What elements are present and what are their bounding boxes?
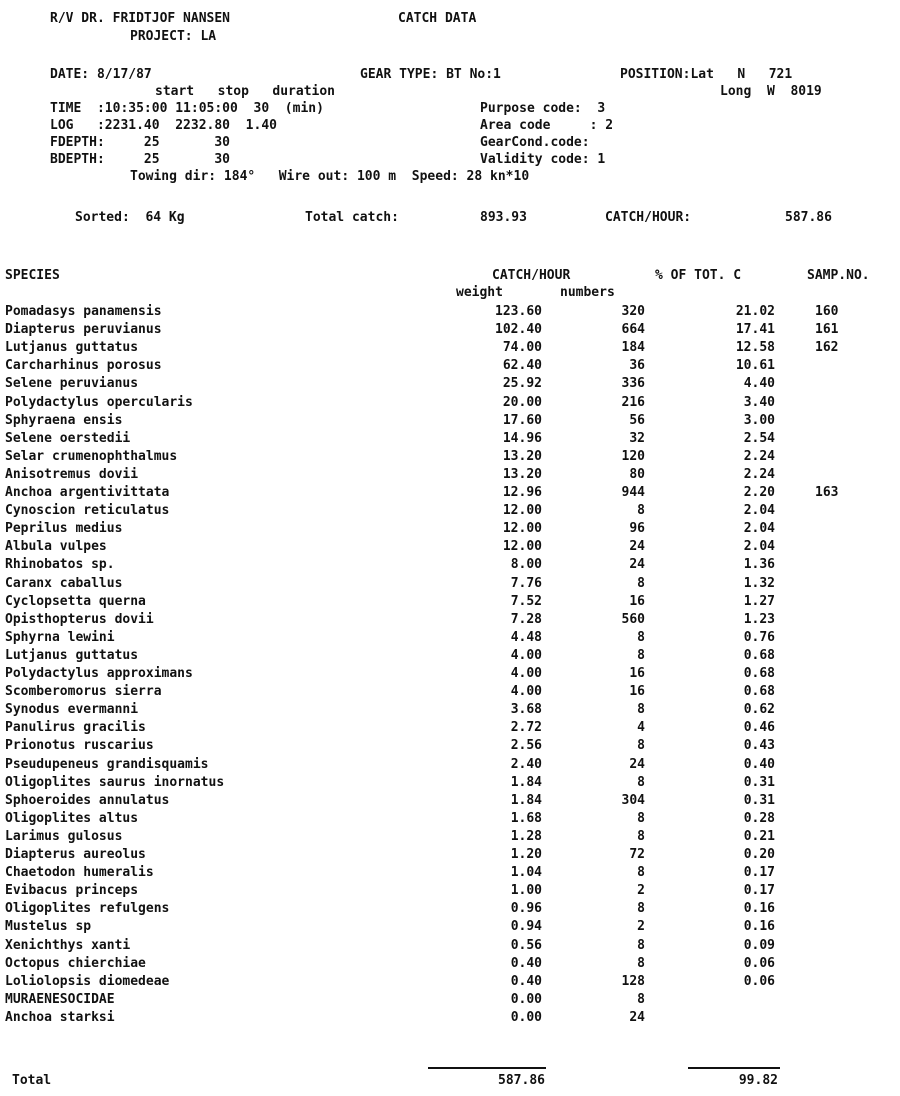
species-name-cell: Sphoeroides annulatus: [5, 792, 170, 808]
weight-subheader: weight: [456, 285, 503, 300]
numbers-cell: 8: [637, 629, 645, 645]
percent-cell: 0.31: [743, 774, 775, 790]
percent-cell: 0.68: [743, 666, 775, 681]
table-row: [0, 557, 900, 572]
weight-cell: 1.84: [510, 774, 542, 790]
table-row: [0, 413, 900, 428]
numbers-cell: 24: [629, 1009, 645, 1025]
table-row: [0, 648, 900, 663]
vessel-name: R/V DR. FRIDTJOF NANSEN: [50, 11, 231, 26]
table-row: [0, 395, 900, 410]
percent-cell: 1.32: [743, 575, 775, 591]
species-name-cell: Pseudupeneus grandisquamis: [5, 756, 209, 772]
percent-cell: 0.31: [743, 792, 775, 808]
percent-cell: 2.54: [743, 430, 775, 446]
weight-cell: 13.20: [502, 448, 542, 464]
table-row: [0, 956, 900, 971]
table-row: [0, 919, 900, 934]
species-name-cell: Diapterus aureolus: [5, 847, 146, 862]
weight-cell: 17.60: [502, 412, 542, 428]
catch-hour-column-header: CATCH/HOUR: [492, 268, 571, 283]
weight-cell: 7.52: [510, 593, 542, 609]
numbers-subheader: numbers: [560, 285, 615, 300]
numbers-cell: 36: [629, 358, 645, 374]
weight-cell: 1.28: [510, 828, 542, 844]
time-column-labels: start stop duration: [155, 84, 336, 99]
species-name-cell: Oligoplites saurus inornatus: [5, 774, 225, 790]
log-row: LOG :2231.40 2232.80 1.40: [50, 118, 277, 133]
weight-cell: 2.72: [510, 720, 542, 736]
table-row: [0, 811, 900, 826]
gear-type-field: GEAR TYPE: BT No:1: [360, 67, 501, 82]
percent-cell: 4.40: [743, 376, 775, 392]
percent-cell: 0.09: [743, 937, 775, 953]
weight-cell: 12.96: [502, 485, 542, 500]
numbers-cell: 944: [621, 485, 645, 500]
numbers-cell: 16: [629, 666, 645, 681]
weight-cell: 4.00: [510, 647, 542, 663]
table-row: [0, 630, 900, 645]
weight-cell: 74.00: [502, 340, 542, 356]
species-name-cell: Lutjanus guttatus: [5, 647, 139, 663]
table-row: [0, 684, 900, 699]
table-row: [0, 666, 900, 681]
project-label: PROJECT: LA: [130, 29, 217, 44]
catch-hour-label: CATCH/HOUR:: [605, 210, 692, 225]
table-row: [0, 847, 900, 862]
table-row: [0, 992, 900, 1007]
table-row: [0, 938, 900, 953]
species-name-cell: Polydactylus approximans: [5, 666, 193, 681]
document-title: CATCH DATA: [398, 11, 477, 26]
species-name-cell: Caranx caballus: [5, 575, 123, 591]
species-name-cell: Larimus gulosus: [5, 828, 123, 844]
numbers-cell: 16: [629, 593, 645, 609]
percent-cell: 2.04: [743, 539, 775, 555]
weight-cell: 2.56: [510, 738, 542, 754]
numbers-cell: 8: [637, 828, 645, 844]
weight-cell: 1.00: [510, 883, 542, 899]
percent-cell: 2.24: [743, 448, 775, 464]
date-field: DATE: 8/17/87: [50, 67, 152, 82]
sample-number-cell: 162: [815, 340, 839, 356]
percent-total-rule: [688, 1067, 780, 1069]
species-name-cell: Scomberomorus sierra: [5, 684, 162, 700]
purpose-code-field: Purpose code: 3: [480, 101, 606, 116]
weight-cell: 1.04: [510, 865, 542, 881]
weight-cell: 8.00: [510, 557, 542, 573]
percent-cell: 0.06: [743, 955, 775, 971]
weight-cell: 12.00: [502, 539, 542, 555]
catch-hour-value: 587.86: [785, 210, 832, 225]
table-row: [0, 702, 900, 717]
percent-cell: 0.62: [743, 702, 775, 718]
weight-cell: 4.00: [510, 684, 542, 700]
species-name-cell: Sphyraena ensis: [5, 412, 123, 428]
table-row: [0, 1010, 900, 1025]
table-row: [0, 738, 900, 753]
numbers-cell: 8: [637, 503, 645, 519]
table-row: [0, 503, 900, 518]
numbers-cell: 128: [621, 973, 645, 989]
weight-cell: 0.94: [510, 919, 542, 935]
total-catch-label: Total catch:: [305, 210, 399, 225]
validity-code-field: Validity code: 1: [480, 152, 606, 167]
weight-cell: 1.68: [510, 810, 542, 826]
weight-cell: 62.40: [502, 358, 542, 374]
table-row: [0, 340, 900, 355]
weight-cell: 123.60: [495, 304, 542, 319]
percent-cell: 0.68: [743, 647, 775, 663]
percent-cell: 2.24: [743, 466, 775, 482]
species-name-cell: Carcharhinus porosus: [5, 358, 162, 374]
percent-cell: 0.40: [743, 756, 775, 772]
numbers-cell: 96: [629, 521, 645, 537]
percent-cell: 2.04: [743, 503, 775, 519]
species-name-cell: Cynoscion reticulatus: [5, 503, 170, 519]
table-row: [0, 467, 900, 482]
numbers-cell: 2: [637, 919, 645, 935]
weight-cell: 1.84: [510, 792, 542, 808]
position-lat-field: POSITION:Lat N 721: [620, 67, 793, 82]
table-row: [0, 539, 900, 554]
species-name-cell: Prionotus ruscarius: [5, 738, 154, 754]
numbers-cell: 8: [637, 738, 645, 754]
species-name-cell: Pomadasys panamensis: [5, 304, 162, 319]
table-row: [0, 449, 900, 464]
species-name-cell: Polydactylus opercularis: [5, 394, 193, 410]
total-label: Total: [12, 1073, 52, 1088]
species-name-cell: MURAENESOCIDAE: [5, 991, 115, 1007]
time-row: TIME :10:35:00 11:05:00 30 (min): [50, 101, 324, 116]
weight-cell: 1.20: [510, 847, 542, 862]
species-name-cell: Anisotremus dovii: [5, 466, 139, 482]
percent-cell: 17.41: [735, 322, 775, 338]
table-row: [0, 775, 900, 790]
percent-cell: 1.36: [743, 557, 775, 573]
weight-cell: 0.40: [510, 973, 542, 989]
table-row: [0, 901, 900, 916]
weight-cell: 2.40: [510, 756, 542, 772]
percent-cell: 0.16: [743, 919, 775, 935]
numbers-cell: 8: [637, 647, 645, 663]
numbers-cell: 304: [621, 792, 645, 808]
table-row: [0, 576, 900, 591]
numbers-cell: 8: [637, 810, 645, 826]
table-row: [0, 720, 900, 735]
table-row: [0, 358, 900, 373]
species-name-cell: Albula vulpes: [5, 539, 107, 555]
sorted-weight: Sorted: 64 Kg: [75, 210, 185, 225]
numbers-cell: 56: [629, 412, 645, 428]
numbers-cell: 8: [637, 575, 645, 591]
weight-cell: 0.56: [510, 937, 542, 953]
towing-info: Towing dir: 184° Wire out: 100 m Speed: 28 kn*10: [130, 169, 530, 184]
numbers-cell: 8: [637, 865, 645, 881]
percent-cell: 0.46: [743, 720, 775, 736]
species-column-header: SPECIES: [5, 268, 60, 283]
species-name-cell: Oligoplites refulgens: [5, 901, 170, 917]
species-name-cell: Panulirus gracilis: [5, 720, 146, 736]
position-long-field: Long W 8019: [720, 84, 822, 99]
weight-cell: 12.00: [502, 503, 542, 519]
species-name-cell: Synodus evermanni: [5, 702, 139, 718]
weight-cell: 14.96: [502, 430, 542, 446]
weight-cell: 0.00: [510, 1009, 542, 1025]
numbers-cell: 32: [629, 430, 645, 446]
total-weight-value: 587.86: [498, 1073, 545, 1088]
percent-cell: 0.17: [743, 865, 775, 881]
gear-condition-field: GearCond.code:: [480, 135, 590, 150]
table-row: [0, 883, 900, 898]
numbers-cell: 8: [637, 702, 645, 718]
numbers-cell: 120: [621, 448, 645, 464]
percent-cell: 0.76: [743, 629, 775, 645]
species-name-cell: Chaetodon humeralis: [5, 865, 154, 881]
sample-number-cell: 161: [815, 322, 839, 338]
species-name-cell: Oligoplites altus: [5, 810, 139, 826]
table-row: [0, 322, 900, 337]
numbers-cell: 80: [629, 466, 645, 482]
percent-cell: 10.61: [735, 358, 775, 374]
table-row: [0, 793, 900, 808]
weight-cell: 25.92: [502, 376, 542, 392]
numbers-cell: 216: [621, 394, 645, 410]
numbers-cell: 336: [621, 376, 645, 392]
fdepth-row: FDEPTH: 25 30: [50, 135, 231, 150]
table-row: [0, 829, 900, 844]
numbers-cell: 8: [637, 774, 645, 790]
species-name-cell: Octopus chierchiae: [5, 955, 146, 971]
percent-cell: 0.28: [743, 810, 775, 826]
species-name-cell: Lutjanus guttatus: [5, 340, 139, 356]
sample-number-cell: 163: [815, 485, 839, 500]
percent-cell: 21.02: [735, 304, 775, 319]
weight-cell: 0.96: [510, 901, 542, 917]
percent-cell: 12.58: [735, 340, 775, 356]
species-name-cell: Anchoa argentivittata: [5, 485, 170, 500]
numbers-cell: 8: [637, 901, 645, 917]
species-name-cell: Cyclopsetta querna: [5, 593, 146, 609]
percent-cell: 0.43: [743, 738, 775, 754]
percent-cell: 3.00: [743, 412, 775, 428]
numbers-cell: 24: [629, 539, 645, 555]
percent-cell: 0.21: [743, 828, 775, 844]
numbers-cell: 8: [637, 955, 645, 971]
percent-cell: 1.27: [743, 593, 775, 609]
numbers-cell: 560: [621, 611, 645, 627]
weight-cell: 3.68: [510, 702, 542, 718]
numbers-cell: 4: [637, 720, 645, 736]
numbers-cell: 72: [629, 847, 645, 862]
species-name-cell: Mustelus sp: [5, 919, 92, 935]
bdepth-row: BDEPTH: 25 30: [50, 152, 231, 167]
percent-cell: 2.04: [743, 521, 775, 537]
species-name-cell: Rhinobatos sp.: [5, 557, 115, 573]
species-name-cell: Anchoa starksi: [5, 1009, 115, 1025]
weight-cell: 20.00: [502, 394, 542, 410]
numbers-cell: 320: [621, 304, 645, 319]
numbers-cell: 24: [629, 557, 645, 573]
numbers-cell: 24: [629, 756, 645, 772]
table-row: [0, 304, 900, 319]
weight-cell: 0.40: [510, 955, 542, 971]
species-name-cell: Diapterus peruvianus: [5, 322, 162, 338]
numbers-cell: 184: [621, 340, 645, 356]
percent-cell: 2.20: [743, 485, 775, 500]
table-row: [0, 521, 900, 536]
numbers-cell: 8: [637, 937, 645, 953]
table-row: [0, 431, 900, 446]
weight-cell: 12.00: [502, 521, 542, 537]
table-row: [0, 974, 900, 989]
species-name-cell: Evibacus princeps: [5, 883, 139, 899]
table-row: [0, 757, 900, 772]
species-name-cell: Sphyrna lewini: [5, 629, 115, 645]
percent-cell: 0.06: [743, 973, 775, 989]
percent-cell: 0.16: [743, 901, 775, 917]
species-name-cell: Peprilus medius: [5, 521, 123, 537]
species-name-cell: Selene peruvianus: [5, 376, 139, 392]
table-row: [0, 612, 900, 627]
species-name-cell: Selar crumenophthalmus: [5, 448, 178, 464]
percent-cell: 1.23: [743, 611, 775, 627]
numbers-cell: 664: [621, 322, 645, 338]
species-name-cell: Selene oerstedii: [5, 430, 131, 446]
weight-cell: 7.76: [510, 575, 542, 591]
weight-cell: 0.00: [510, 991, 542, 1007]
numbers-cell: 8: [637, 991, 645, 1007]
percent-cell: 0.68: [743, 684, 775, 700]
percent-cell: 0.20: [743, 847, 775, 862]
area-code-field: Area code : 2: [480, 118, 614, 133]
table-row: [0, 485, 900, 500]
total-catch-value: 893.93: [480, 210, 527, 225]
table-row: [0, 865, 900, 880]
weight-cell: 13.20: [502, 466, 542, 482]
table-row: [0, 376, 900, 391]
numbers-cell: 2: [637, 883, 645, 899]
weight-total-rule: [428, 1067, 546, 1069]
weight-cell: 4.48: [510, 629, 542, 645]
species-name-cell: Xenichthys xanti: [5, 937, 131, 953]
sample-number-cell: 160: [815, 304, 839, 319]
species-name-cell: Loliolopsis diomedeae: [5, 973, 170, 989]
weight-cell: 7.28: [510, 611, 542, 627]
percent-cell: 0.17: [743, 883, 775, 899]
percent-total-column-header: % OF TOT. C: [655, 268, 742, 283]
total-percent-value: 99.82: [738, 1073, 778, 1088]
numbers-cell: 16: [629, 684, 645, 700]
percent-cell: 3.40: [743, 394, 775, 410]
sample-number-column-header: SAMP.NO.: [807, 268, 870, 283]
weight-cell: 4.00: [510, 666, 542, 681]
weight-cell: 102.40: [495, 322, 542, 338]
table-row: [0, 594, 900, 609]
species-name-cell: Opisthopterus dovii: [5, 611, 154, 627]
